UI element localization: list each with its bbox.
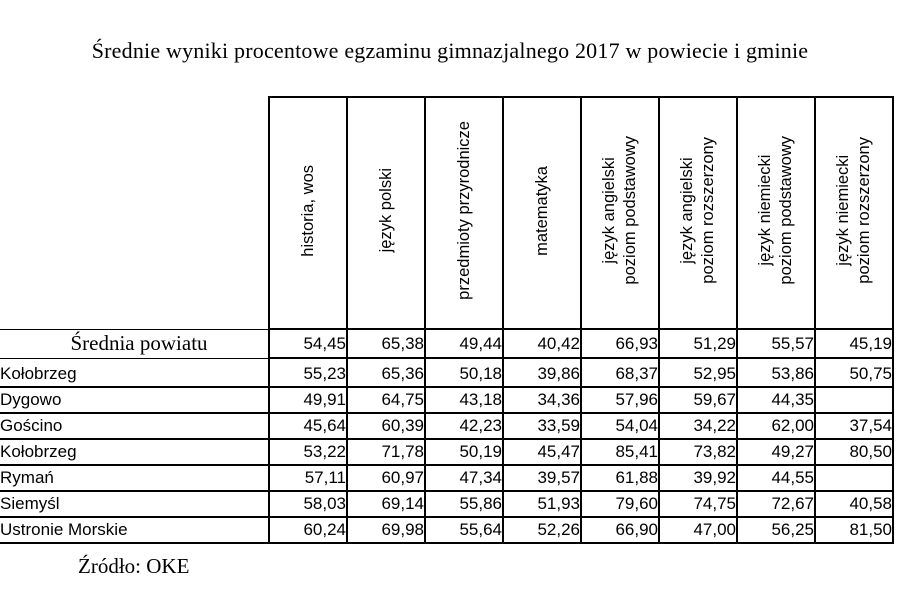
page-title: Średnie wyniki procentowe egzaminu gimnazjalnego 2017 w powiecie i gminie <box>91 38 809 63</box>
value-cell: 45,64 <box>269 413 347 439</box>
value-cell: 34,22 <box>659 413 737 439</box>
value-cell: 72,67 <box>737 491 815 517</box>
value-cell: 55,86 <box>425 491 503 517</box>
column-header-label: język angielski poziom rozszerzony <box>678 137 717 284</box>
value-cell: 68,37 <box>581 362 659 387</box>
value-cell: 50,75 <box>815 362 893 387</box>
value-cell: 53,86 <box>737 362 815 387</box>
value-cell: 50,18 <box>425 362 503 387</box>
value-cell: 49,27 <box>737 439 815 465</box>
value-cell: 45,19 <box>815 329 893 358</box>
column-header-label: język niemiecki poziom podstawowy <box>756 136 795 285</box>
value-cell: 79,60 <box>581 491 659 517</box>
row-label: Kołobrzeg <box>0 362 269 387</box>
table-row <box>0 413 893 439</box>
value-cell: 43,18 <box>425 387 503 413</box>
value-cell: 49,44 <box>425 329 503 358</box>
column-header <box>737 97 815 329</box>
column-header <box>659 97 737 329</box>
value-cell: 44,35 <box>737 387 815 413</box>
column-header-label: język niemiecki poziom rozszerzony <box>834 137 873 284</box>
column-header <box>815 97 893 329</box>
row-label: Ustronie Morskie <box>0 517 269 543</box>
value-cell: 53,22 <box>269 439 347 465</box>
corner-cell <box>0 97 269 329</box>
value-cell: 42,23 <box>425 413 503 439</box>
value-cell: 55,57 <box>737 329 815 358</box>
value-cell: 64,75 <box>347 387 425 413</box>
column-header-label: przedmioty przyrodnicze <box>454 121 473 300</box>
column-header <box>581 97 659 329</box>
value-cell: 59,67 <box>659 387 737 413</box>
column-header-label: historia, wos <box>298 164 317 257</box>
results-table <box>0 96 894 544</box>
value-cell: 55,64 <box>425 517 503 543</box>
value-cell: 56,25 <box>737 517 815 543</box>
value-cell: 40,58 <box>815 491 893 517</box>
value-cell: 57,11 <box>269 465 347 491</box>
value-cell: 58,03 <box>269 491 347 517</box>
value-cell: 69,98 <box>347 517 425 543</box>
value-cell: 45,47 <box>503 439 581 465</box>
value-cell: 65,36 <box>347 362 425 387</box>
value-cell: 74,75 <box>659 491 737 517</box>
value-cell: 52,95 <box>659 362 737 387</box>
value-cell: 57,96 <box>581 387 659 413</box>
header-row <box>0 97 893 329</box>
value-cell: 60,39 <box>347 413 425 439</box>
value-cell: 34,36 <box>503 387 581 413</box>
value-cell: 50,19 <box>425 439 503 465</box>
row-label: Średnia powiatu <box>0 329 269 358</box>
value-cell: 39,86 <box>503 362 581 387</box>
column-header <box>425 97 503 329</box>
row-label: Siemyśl <box>0 491 269 517</box>
average-row <box>0 329 893 358</box>
value-cell: 33,59 <box>503 413 581 439</box>
source-note: Źródło: OKE <box>78 554 190 578</box>
table-row <box>0 439 893 465</box>
value-cell: 40,42 <box>503 329 581 358</box>
value-cell: 85,41 <box>581 439 659 465</box>
table-row <box>0 517 893 543</box>
value-cell: 80,50 <box>815 439 893 465</box>
value-cell: 73,82 <box>659 439 737 465</box>
value-cell: 39,92 <box>659 465 737 491</box>
column-header <box>503 97 581 329</box>
value-cell <box>815 465 893 491</box>
value-cell <box>815 387 893 413</box>
row-label: Gościno <box>0 413 269 439</box>
row-label: Rymań <box>0 465 269 491</box>
column-header <box>347 97 425 329</box>
value-cell: 37,54 <box>815 413 893 439</box>
table-row <box>0 465 893 491</box>
row-label: Dygowo <box>0 387 269 413</box>
table-row <box>0 362 893 387</box>
table-row <box>0 387 893 413</box>
value-cell: 51,93 <box>503 491 581 517</box>
column-header-label: język angielski poziom podstawowy <box>600 136 639 285</box>
column-header-label: matematyka <box>532 165 551 256</box>
value-cell: 66,90 <box>581 517 659 543</box>
column-header <box>269 97 347 329</box>
value-cell: 81,50 <box>815 517 893 543</box>
value-cell: 62,00 <box>737 413 815 439</box>
value-cell: 61,88 <box>581 465 659 491</box>
row-label: Kołobrzeg <box>0 439 269 465</box>
value-cell: 47,34 <box>425 465 503 491</box>
value-cell: 71,78 <box>347 439 425 465</box>
value-cell: 51,29 <box>659 329 737 358</box>
value-cell: 69,14 <box>347 491 425 517</box>
value-cell: 60,97 <box>347 465 425 491</box>
value-cell: 52,26 <box>503 517 581 543</box>
table-row <box>0 491 893 517</box>
value-cell: 66,93 <box>581 329 659 358</box>
value-cell: 54,45 <box>269 329 347 358</box>
value-cell: 55,23 <box>269 362 347 387</box>
value-cell: 49,91 <box>269 387 347 413</box>
value-cell: 54,04 <box>581 413 659 439</box>
value-cell: 44,55 <box>737 465 815 491</box>
value-cell: 47,00 <box>659 517 737 543</box>
value-cell: 65,38 <box>347 329 425 358</box>
value-cell: 39,57 <box>503 465 581 491</box>
value-cell: 60,24 <box>269 517 347 543</box>
column-header-label: język polski <box>376 168 395 253</box>
